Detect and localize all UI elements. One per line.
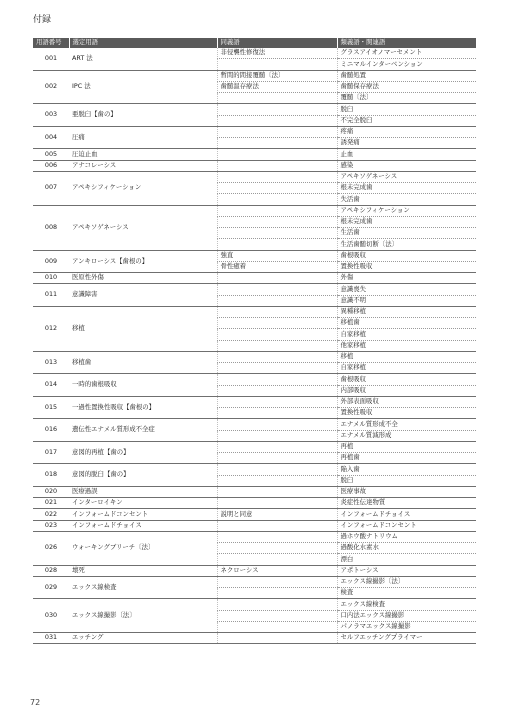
selected-term: 意識障害 — [69, 284, 217, 307]
synonym-cell — [217, 138, 337, 149]
related-term-cell: エックス線検査 — [337, 599, 476, 610]
selected-term: 一過性置換性吸収【歯根の】 — [69, 396, 217, 419]
synonym-cell — [217, 171, 337, 182]
synonym-cell — [217, 633, 337, 644]
table-row — [33, 486, 476, 497]
header-term-number: 用語番号 — [33, 38, 69, 48]
table-row — [33, 205, 476, 216]
selected-term: 意図的再植【歯の】 — [69, 441, 217, 464]
synonym-cell — [217, 599, 337, 610]
related-term-cell: 検査 — [337, 588, 476, 599]
related-term-cell: 歯髄保存療法 — [337, 81, 476, 92]
term-number: 003 — [33, 104, 69, 127]
synonym-cell — [217, 621, 337, 632]
synonym-cell: 強直 — [217, 250, 337, 261]
synonym-cell — [217, 216, 337, 227]
synonym-cell — [217, 475, 337, 486]
table-row — [33, 374, 476, 385]
related-term-cell: 外部表面吸収 — [337, 396, 476, 407]
related-term-cell: 再植歯 — [337, 453, 476, 464]
related-term-cell: インフォームドチョイス — [337, 509, 476, 520]
selected-term: エッチング — [69, 633, 217, 644]
related-term-cell: 口内法エックス線撮影 — [337, 610, 476, 621]
synonym-cell: 暫間的間接覆髄〔法〕 — [217, 70, 337, 81]
related-term-cell: 過ホウ酸ナトリウム — [337, 531, 476, 542]
term-number: 010 — [33, 273, 69, 284]
synonym-cell — [217, 104, 337, 115]
related-term-cell: 歯根吸収 — [337, 250, 476, 261]
synonym-cell — [217, 329, 337, 340]
glossary-table — [33, 38, 476, 644]
table-row — [33, 520, 476, 531]
selected-term: アペキソゲネーシス — [69, 205, 217, 250]
term-number: 022 — [33, 509, 69, 520]
selected-term: ウォーキングブリーチ〔法〕 — [69, 531, 217, 565]
synonym-cell — [217, 588, 337, 599]
synonym-cell — [217, 340, 337, 351]
table-row — [33, 160, 476, 171]
table-row — [33, 464, 476, 475]
term-number: 015 — [33, 396, 69, 419]
related-term-cell: パノラマエックス線撮影 — [337, 621, 476, 632]
synonym-cell — [217, 194, 337, 205]
synonym-cell — [217, 610, 337, 621]
related-term-cell: インフォームドコンセント — [337, 520, 476, 531]
term-number: 004 — [33, 126, 69, 149]
synonym-cell — [217, 408, 337, 419]
related-term-cell: 移植歯 — [337, 318, 476, 329]
table-row — [33, 284, 476, 295]
page-number: 72 — [30, 698, 41, 707]
related-term-cell: 内部吸収 — [337, 385, 476, 396]
selected-term: アンキローシス【歯根の】 — [69, 250, 217, 273]
synonym-cell — [217, 160, 337, 171]
table-row — [33, 351, 476, 362]
related-term-cell: エックス線撮影〔法〕 — [337, 576, 476, 587]
related-term-cell: 過酸化水素水 — [337, 543, 476, 554]
synonym-cell — [217, 453, 337, 464]
selected-term: アナコレーシス — [69, 160, 217, 171]
synonym-cell — [217, 93, 337, 104]
selected-term: IPC 法 — [69, 70, 217, 104]
term-number: 031 — [33, 633, 69, 644]
synonym-cell — [217, 554, 337, 565]
table-row — [33, 273, 476, 284]
related-term-cell: グラスアイオノマーセメント — [337, 48, 476, 59]
related-term-cell: 感染 — [337, 160, 476, 171]
table-row — [33, 441, 476, 452]
related-term-cell: 移植 — [337, 351, 476, 362]
synonym-cell — [217, 464, 337, 475]
synonym-cell — [217, 284, 337, 295]
header-synonym: 同義語 — [217, 38, 337, 48]
term-number: 020 — [33, 486, 69, 497]
related-term-cell: 脱臼 — [337, 104, 476, 115]
term-number: 013 — [33, 351, 69, 374]
synonym-cell — [217, 149, 337, 160]
related-term-cell: 生活歯髄切断〔法〕 — [337, 239, 476, 250]
term-number: 007 — [33, 171, 69, 205]
related-term-cell: ミニマルインターベンション — [337, 59, 476, 70]
synonym-cell — [217, 318, 337, 329]
related-term-cell: 意識不明 — [337, 295, 476, 306]
selected-term: インフォームドコンセント — [69, 509, 217, 520]
synonym-cell — [217, 543, 337, 554]
page-header: 付録 — [33, 15, 52, 25]
related-term-cell: 失活歯 — [337, 194, 476, 205]
term-number: 017 — [33, 441, 69, 464]
synonym-cell — [217, 295, 337, 306]
related-term-cell: 覆髄〔法〕 — [337, 93, 476, 104]
term-number: 009 — [33, 250, 69, 273]
related-term-cell: 置換性吸収 — [337, 261, 476, 272]
selected-term: 移植歯 — [69, 351, 217, 374]
table-row — [33, 531, 476, 542]
synonym-cell — [217, 351, 337, 362]
header-related-terms: 類義語・関連語 — [337, 38, 476, 48]
selected-term: 一時的歯根吸収 — [69, 374, 217, 397]
synonym-cell — [217, 239, 337, 250]
selected-term: 壊死 — [69, 565, 217, 576]
related-term-cell: 他家移植 — [337, 340, 476, 351]
selected-term: インフォームドチョイス — [69, 520, 217, 531]
related-term-cell: 炎症性伝達物質 — [337, 498, 476, 509]
synonym-cell — [217, 385, 337, 396]
term-number: 021 — [33, 498, 69, 509]
selected-term: 遺伝性エナメル質形成不全症 — [69, 419, 217, 442]
selected-term: 圧痛 — [69, 126, 217, 149]
synonym-cell: ネクローシス — [217, 565, 337, 576]
related-term-cell: 陥入歯 — [337, 464, 476, 475]
term-number: 005 — [33, 149, 69, 160]
term-number: 028 — [33, 565, 69, 576]
related-term-cell: アペキシフィケーション — [337, 205, 476, 216]
table-row — [33, 509, 476, 520]
selected-term: ART 法 — [69, 48, 217, 70]
related-term-cell: 脱臼 — [337, 475, 476, 486]
related-term-cell: 外傷 — [337, 273, 476, 284]
table-row — [33, 171, 476, 182]
term-number: 023 — [33, 520, 69, 531]
synonym-cell: 説明と同意 — [217, 509, 337, 520]
related-term-cell: 置換性吸収 — [337, 408, 476, 419]
related-term-cell: 医療事故 — [337, 486, 476, 497]
selected-term: 圧迫止血 — [69, 149, 217, 160]
synonym-cell — [217, 115, 337, 126]
related-term-cell: 不完全脱臼 — [337, 115, 476, 126]
selected-term: インターロイキン — [69, 498, 217, 509]
related-term-cell: エナメル質減形成 — [337, 430, 476, 441]
term-number: 026 — [33, 531, 69, 565]
term-number: 030 — [33, 599, 69, 633]
table-row — [33, 149, 476, 160]
term-number: 011 — [33, 284, 69, 307]
term-number: 006 — [33, 160, 69, 171]
related-term-cell: 再植 — [337, 441, 476, 452]
header-selected-term: 選定用語 — [69, 38, 217, 48]
related-term-cell: 生活歯 — [337, 228, 476, 239]
table-row — [33, 565, 476, 576]
synonym-cell — [217, 363, 337, 374]
table-body — [33, 48, 476, 644]
related-term-cell: アペキソゲネーシス — [337, 171, 476, 182]
related-term-cell: 根未完成歯 — [337, 183, 476, 194]
table-row — [33, 633, 476, 644]
table-header-row — [33, 38, 476, 48]
related-term-cell: 意識喪失 — [337, 284, 476, 295]
related-term-cell: アポトーシス — [337, 565, 476, 576]
related-term-cell: セルフエッチングプライマー — [337, 633, 476, 644]
related-term-cell: 自家移植 — [337, 363, 476, 374]
related-term-cell: 歯根吸収 — [337, 374, 476, 385]
synonym-cell — [217, 498, 337, 509]
synonym-cell — [217, 430, 337, 441]
table-row — [33, 306, 476, 317]
synonym-cell — [217, 396, 337, 407]
table-row — [33, 576, 476, 587]
synonym-cell — [217, 273, 337, 284]
synonym-cell — [217, 205, 337, 216]
related-term-cell: エナメル質形成不全 — [337, 419, 476, 430]
synonym-cell — [217, 228, 337, 239]
table-row — [33, 104, 476, 115]
synonym-cell: 歯髄温存療法 — [217, 81, 337, 92]
synonym-cell — [217, 126, 337, 137]
term-number: 012 — [33, 306, 69, 351]
related-term-cell: 根未完成歯 — [337, 216, 476, 227]
synonym-cell — [217, 531, 337, 542]
term-number: 029 — [33, 576, 69, 599]
synonym-cell — [217, 183, 337, 194]
selected-term: 亜脱臼【歯の】 — [69, 104, 217, 127]
synonym-cell — [217, 576, 337, 587]
term-number: 001 — [33, 48, 69, 70]
table-row — [33, 599, 476, 610]
related-term-cell: 自家移植 — [337, 329, 476, 340]
synonym-cell — [217, 59, 337, 70]
table-row — [33, 498, 476, 509]
table-row — [33, 396, 476, 407]
term-number: 002 — [33, 70, 69, 104]
synonym-cell — [217, 374, 337, 385]
table-row — [33, 250, 476, 261]
related-term-cell: 止血 — [337, 149, 476, 160]
synonym-cell: 骨性癒着 — [217, 261, 337, 272]
synonym-cell: 非侵襲性修復法 — [217, 48, 337, 59]
selected-term: 医原性外傷 — [69, 273, 217, 284]
table-row — [33, 48, 476, 59]
selected-term: 意図的脱臼【歯の】 — [69, 464, 217, 487]
term-number: 014 — [33, 374, 69, 397]
selected-term: 移植 — [69, 306, 217, 351]
selected-term: 医療過誤 — [69, 486, 217, 497]
related-term-cell: 歯髄処置 — [337, 70, 476, 81]
term-number: 018 — [33, 464, 69, 487]
table-row — [33, 419, 476, 430]
related-term-cell: 誘発痛 — [337, 138, 476, 149]
term-number: 008 — [33, 205, 69, 250]
synonym-cell — [217, 419, 337, 430]
related-term-cell: 漂白 — [337, 554, 476, 565]
synonym-cell — [217, 520, 337, 531]
related-term-cell: 疼痛 — [337, 126, 476, 137]
term-number: 016 — [33, 419, 69, 442]
selected-term: アペキシフィケーション — [69, 171, 217, 205]
related-term-cell: 異種移植 — [337, 306, 476, 317]
synonym-cell — [217, 306, 337, 317]
selected-term: エックス線検査 — [69, 576, 217, 599]
table-row — [33, 70, 476, 81]
selected-term: エックス線撮影〔法〕 — [69, 599, 217, 633]
synonym-cell — [217, 441, 337, 452]
table-row — [33, 126, 476, 137]
synonym-cell — [217, 486, 337, 497]
